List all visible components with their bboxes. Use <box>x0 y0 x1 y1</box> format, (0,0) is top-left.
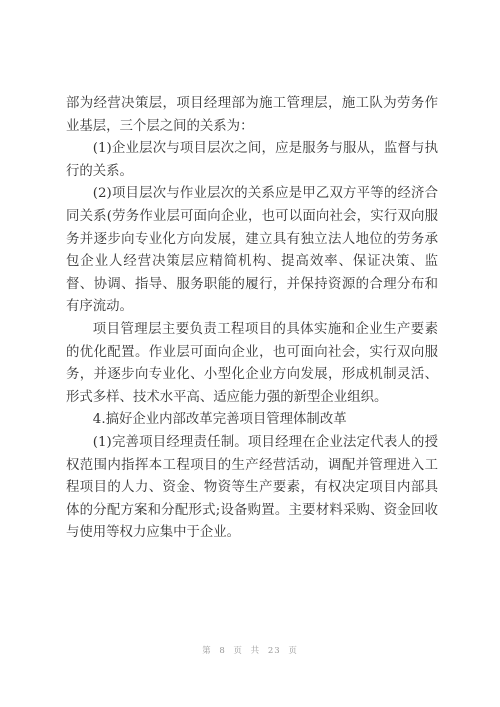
page-number-footer: 第 8 页 共 23 页 <box>202 646 298 656</box>
paragraph-continued: 部为经营决策层，项目经理部为施工管理层，施工队为劳务作业基层，三个层之间的关系为： <box>66 96 438 134</box>
paragraph-responsibility-system: (1)完善项目经理责任制。项目经理在企业法定代表人的授权范围内指挥本工程项目的生产经营活动，调配并管理进入工程项目的人力、资金、物资等生产要素，有权决定项目内部具体的分配方案和分配形式;设备购置。主要材料采购、资金回收与使用等权力应集中于企业。 <box>66 434 438 541</box>
paragraph-management-layer: 项目管理层主要负责工程项目的具体实施和企业生产要素的优化配置。作业层可面向企业，也可面向社会，实行双向服务，并逐步向专业化、小型化企业方向发展，形成机制灵活、形式多样、技术水平高、适应能力强的新型企业组织。 <box>66 321 438 405</box>
paragraph-item-1: (1)企业层次与项目层次之间，应是服务与服从，监督与执行的关系。 <box>66 141 438 179</box>
document-body <box>66 93 438 545</box>
section-heading: 4.搞好企业内部改革完善项目管理体制改革 <box>92 412 347 428</box>
paragraph-item-2: (2)项目层次与作业层次的关系应是甲乙双方平等的经济合同关系(劳务作业层可面向企业，也可以面向社会，实行双向服务并逐步向专业化方向发展，建立具有独立法人地位的劳务承包企业人经营决策层应精简机构、提高效率、保证决策、监督、协调、指导、服务职能的履行，并保持资源的合理分布和有序流动。 <box>66 186 438 315</box>
